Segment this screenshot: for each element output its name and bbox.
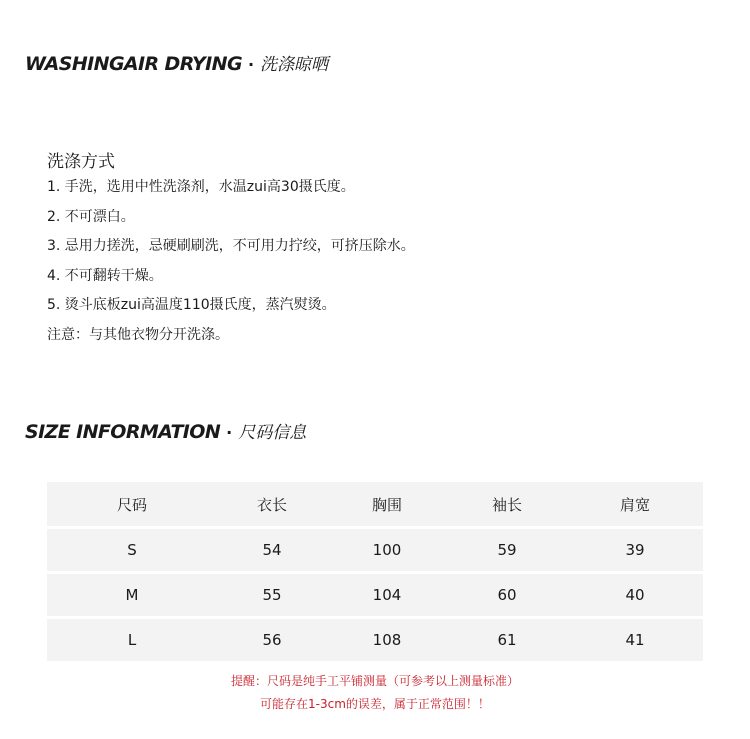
table-cell: L (47, 619, 217, 661)
title-separator-dot: · (247, 55, 255, 74)
table-cell: 100 (327, 529, 447, 571)
table-cell: S (47, 529, 217, 571)
table-cell: 40 (567, 574, 703, 616)
table-cell: 55 (217, 574, 327, 616)
table-row (47, 619, 703, 661)
table-cell: 56 (217, 619, 327, 661)
table-row (47, 574, 703, 616)
wash-title-zh: 洗涤晾晒 (260, 55, 329, 75)
title-separator-dot: · (226, 423, 233, 442)
header-length: 衣长 (217, 482, 327, 526)
header-chest: 胸围 (327, 482, 447, 526)
size-title-en: SIZE INFORMATION (25, 421, 221, 443)
table-row (47, 529, 703, 571)
header-shoulder: 肩宽 (567, 482, 703, 526)
size-section-title (25, 418, 306, 443)
table-cell: 54 (217, 529, 327, 571)
wash-item: 1. 手洗，选用中性洗涤剂，水温zui高30摄氏度。 (47, 179, 355, 195)
measurement-note: 提醒：尺码是纯手工平铺测量（可参考以上测量标准） (230, 674, 519, 688)
wash-heading: 洗涤方式 (47, 152, 115, 172)
table-header-row (47, 482, 703, 526)
table-cell: 59 (447, 529, 567, 571)
table-cell: 41 (567, 619, 703, 661)
table-cell: 60 (447, 574, 567, 616)
header-size: 尺码 (47, 482, 217, 526)
header-sleeve: 袖长 (447, 482, 567, 526)
wash-section-title (25, 50, 328, 75)
size-title-zh: 尺码信息 (238, 423, 307, 443)
table-cell: 104 (327, 574, 447, 616)
table-cell: 61 (447, 619, 567, 661)
wash-item: 2. 不可漂白。 (47, 208, 135, 225)
tolerance-note: 可能存在1-3cm的误差，属于正常范围！！ (260, 697, 490, 711)
wash-note: 注意：与其他衣物分开洗涤。 (47, 326, 229, 343)
table-cell: 108 (327, 619, 447, 661)
wash-item: 3. 忌用力搓洗，忌硬刷刷洗，不可用力拧绞，可挤压除水。 (47, 238, 415, 254)
table-cell: 39 (567, 529, 703, 571)
table-cell: M (47, 574, 217, 616)
wash-item: 5. 烫斗底板zui高温度110摄氏度，蒸汽熨烫。 (47, 297, 336, 313)
wash-instructions (47, 147, 415, 353)
wash-title-en: WASHINGAIR DRYING (25, 53, 242, 75)
wash-item: 4. 不可翻转干燥。 (47, 267, 163, 284)
size-table (47, 479, 703, 664)
